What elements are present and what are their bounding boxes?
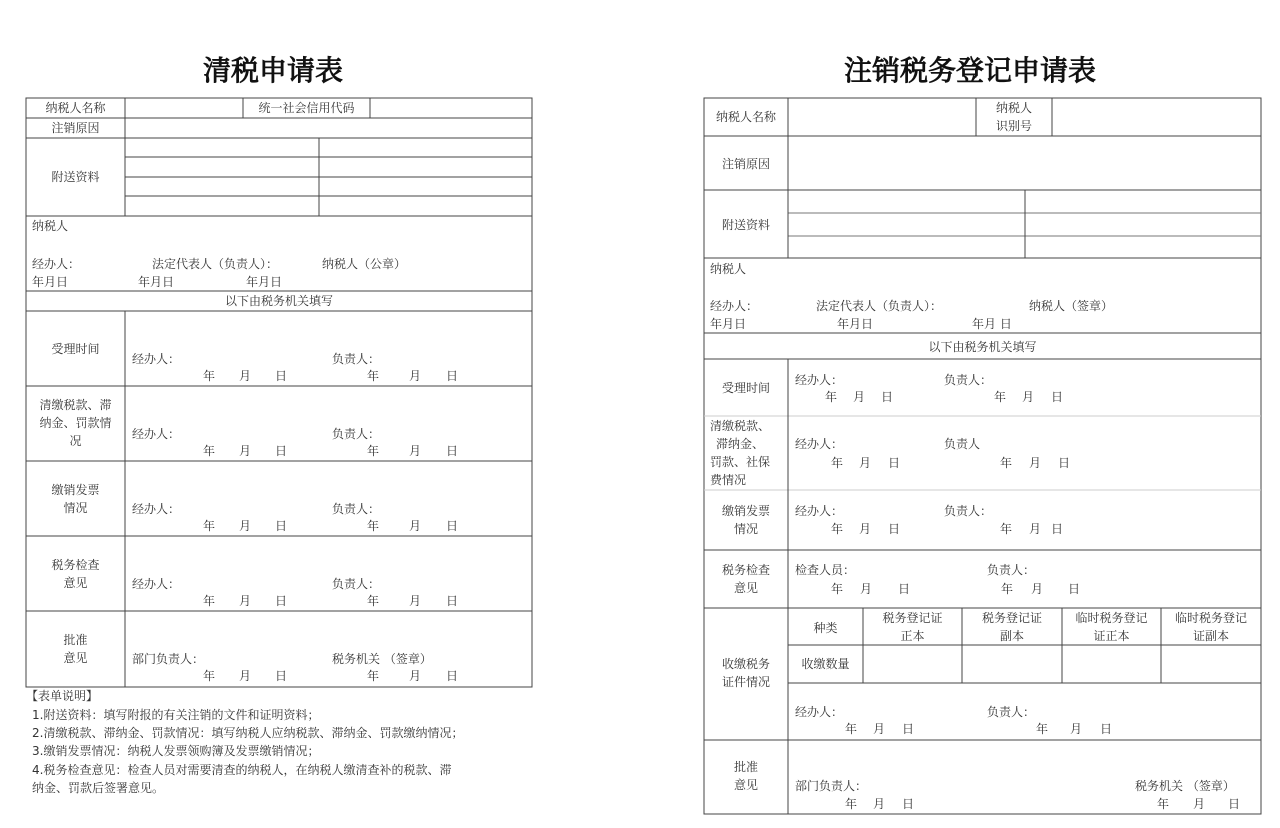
date-year: 年 (845, 797, 858, 811)
date-day: 日 (275, 594, 288, 608)
r-cert-person-label: 负责人： (987, 705, 1036, 719)
invoice-handler-label: 经办人： (132, 502, 181, 516)
note-item: 3.缴销发票情况：纳税人发票领购簿及发票缴销情况； (32, 744, 320, 758)
attachments-label: 附送资料 (51, 170, 100, 184)
r-taxpayer-seal-date: 年月 日 (972, 317, 1012, 331)
legal-rep-date: 年月日 (138, 275, 175, 289)
date-year: 年 (203, 519, 216, 533)
date-month: 月 (859, 456, 872, 470)
r-cert-col4-line1: 临时税务登记 (1174, 611, 1247, 625)
handler-label: 经办人： (32, 257, 81, 271)
date-month: 月 (409, 669, 422, 683)
date-day: 日 (275, 669, 288, 683)
date-year: 年 (994, 390, 1007, 404)
r-taxpayer-id-label-line2: 识别号 (995, 119, 1032, 133)
date-month: 月 (853, 390, 866, 404)
date-year: 年 (1000, 456, 1013, 470)
r-cert-col2-line2: 副本 (999, 629, 1024, 643)
note-item: 2.清缴税款、滞纳金、罚款情况：填写纳税人应纳税款、滞纳金、罚款缴纳情况； (32, 726, 464, 740)
date-year: 年 (1001, 582, 1014, 596)
authority-fill-label: 以下由税务机关填写 (224, 294, 333, 308)
date-day: 日 (1051, 390, 1064, 404)
r-inspection-person-label: 负责人： (987, 563, 1036, 577)
legal-rep-label: 法定代表人（负责人）： (152, 257, 279, 271)
date-day: 日 (1058, 456, 1071, 470)
r-handler-date: 年月日 (710, 317, 747, 331)
inspection-handler-label: 经办人： (132, 577, 181, 591)
r-qty-field-col1[interactable] (864, 646, 961, 682)
r-cert-col2-line1: 税务登记证 (981, 611, 1042, 625)
date-year: 年 (845, 722, 858, 736)
dept-head-label: 部门负责人： (132, 652, 205, 666)
date-year: 年 (367, 594, 380, 608)
clear-tax-label-line3: 况 (69, 434, 82, 448)
date-day: 日 (1051, 522, 1064, 536)
r-cert-col3-line2: 证正本 (1093, 629, 1130, 643)
accept-person-label: 负责人： (332, 352, 381, 366)
r-accept-person-label: 负责人： (944, 373, 993, 387)
date-day: 日 (888, 522, 901, 536)
date-year: 年 (367, 669, 380, 683)
date-year: 年 (203, 594, 216, 608)
clear-tax-label-line1: 清缴税款、滞 (39, 398, 112, 412)
date-year: 年 (831, 456, 844, 470)
date-day: 日 (902, 722, 915, 736)
date-year: 年 (203, 669, 216, 683)
date-year: 年 (831, 522, 844, 536)
r-attachments-label: 附送资料 (721, 218, 770, 232)
date-day: 日 (881, 390, 894, 404)
date-month: 月 (859, 522, 872, 536)
r-approval-label-line1: 批准 (733, 760, 758, 774)
r-taxpayer-id-label-line1: 纳税人 (995, 101, 1032, 115)
date-month: 月 (873, 722, 886, 736)
invoice-label-line2: 情况 (63, 501, 88, 515)
approval-label-line1: 批准 (63, 633, 88, 647)
date-month: 月 (409, 594, 422, 608)
note-item: 1.附送资料：填写附报的有关注销的文件和证明资料； (32, 708, 320, 722)
r-certificates-label-line1: 收缴税务 (721, 657, 770, 671)
date-day: 日 (275, 444, 288, 458)
r-approval-label-line2: 意见 (733, 778, 758, 792)
date-day: 日 (888, 456, 901, 470)
r-legal-rep-label: 法定代表人（负责人）： (816, 299, 943, 313)
date-month: 月 (1031, 582, 1044, 596)
date-month: 月 (1029, 456, 1042, 470)
taxpayer-seal-label: 纳税人（公章） (322, 257, 407, 271)
accept-time-label: 受理时间 (51, 342, 100, 356)
date-year: 年 (831, 582, 844, 596)
date-year: 年 (367, 369, 380, 383)
approval-label-line2: 意见 (63, 651, 88, 665)
r-qty-field-col2[interactable] (963, 646, 1061, 682)
left-form-title: 清税申请表 (203, 54, 344, 87)
r-tax-authority-seal-label: 税务机关 （签章） (1135, 779, 1235, 793)
date-month: 月 (239, 669, 252, 683)
clear-tax-handler-label: 经办人： (132, 427, 181, 441)
r-cert-col3-line1: 临时税务登记 (1075, 611, 1148, 625)
date-month: 月 (409, 369, 422, 383)
date-month: 月 (1070, 722, 1083, 736)
r-qty-field-col3[interactable] (1063, 646, 1160, 682)
date-year: 年 (825, 390, 838, 404)
r-invoice-label-line2: 情况 (733, 522, 758, 536)
r-authority-fill-label: 以下由税务机关填写 (928, 340, 1037, 354)
date-day: 日 (446, 519, 459, 533)
date-month: 月 (873, 797, 886, 811)
r-cancel-reason-field[interactable] (789, 137, 1260, 190)
r-accept-handler-label: 经办人： (795, 373, 844, 387)
inspection-label-line2: 意见 (63, 576, 88, 590)
date-year: 年 (203, 369, 216, 383)
r-invoice-handler-label: 经办人： (795, 504, 844, 518)
accept-handler-label: 经办人： (132, 352, 181, 366)
date-year: 年 (1036, 722, 1049, 736)
note-item: 4.税务检查意见：检查人员对需要清查的纳税人，在纳税人缴清查补的税款、滞 (32, 763, 452, 777)
inspection-person-label: 负责人： (332, 577, 381, 591)
r-invoice-person-label: 负责人： (944, 504, 993, 518)
date-month: 月 (239, 369, 252, 383)
date-month: 月 (239, 594, 252, 608)
cancel-reason-label: 注销原因 (51, 121, 100, 135)
right-form-title: 注销税务登记申请表 (844, 54, 1097, 87)
r-collected-qty-label: 收缴数量 (801, 657, 850, 671)
inspection-label-line1: 税务检查 (51, 558, 100, 572)
clear-tax-person-label: 负责人： (332, 427, 381, 441)
date-day: 日 (446, 444, 459, 458)
date-month: 月 (1022, 390, 1035, 404)
invoice-person-label: 负责人： (332, 502, 381, 516)
invoice-label-line1: 缴销发票 (51, 483, 100, 497)
r-certificates-label-line2: 证件情况 (721, 675, 770, 689)
date-month: 月 (1193, 797, 1206, 811)
credit-code-label: 统一社会信用代码 (258, 101, 355, 115)
r-cert-col1-line2: 正本 (900, 629, 925, 643)
r-handler-label: 经办人： (710, 299, 759, 313)
date-day: 日 (1100, 722, 1113, 736)
date-day: 日 (898, 582, 911, 596)
r-cancel-reason-label: 注销原因 (721, 157, 770, 171)
taxpayer-seal-date: 年月日 (246, 275, 283, 289)
r-clear-tax-label-line2: 滞纳金、 (716, 437, 765, 451)
date-day: 日 (275, 369, 288, 383)
date-month: 月 (409, 444, 422, 458)
date-year: 年 (1157, 797, 1170, 811)
date-day: 日 (446, 369, 459, 383)
date-month: 月 (1029, 522, 1042, 536)
r-clear-tax-person-label: 负责人 (944, 437, 981, 451)
r-cert-col1-line1: 税务登记证 (882, 611, 943, 625)
r-qty-field-col4[interactable] (1162, 646, 1260, 682)
r-taxpayer-label: 纳税人 (710, 262, 747, 276)
date-year: 年 (203, 444, 216, 458)
r-invoice-label-line1: 缴销发票 (721, 504, 770, 518)
r-cert-col4-line2: 证副本 (1192, 629, 1229, 643)
date-month: 月 (239, 444, 252, 458)
date-year: 年 (1000, 522, 1013, 536)
date-month: 月 (860, 582, 873, 596)
r-dept-head-label: 部门负责人： (795, 779, 868, 793)
r-clear-tax-handler-label: 经办人： (795, 437, 844, 451)
date-day: 日 (1068, 582, 1081, 596)
r-legal-rep-date: 年月日 (837, 317, 874, 331)
handler-date: 年月日 (32, 275, 69, 289)
notes-heading: 【表单说明】 (26, 689, 99, 703)
r-taxpayer-name-field[interactable] (789, 99, 975, 136)
date-day: 日 (446, 669, 459, 683)
r-inspector-label: 检查人员： (795, 563, 856, 577)
date-day: 日 (1228, 797, 1241, 811)
date-day: 日 (902, 797, 915, 811)
date-month: 月 (409, 519, 422, 533)
r-taxpayer-name-label: 纳税人名称 (715, 110, 776, 124)
r-inspection-label-line2: 意见 (733, 581, 758, 595)
tax-authority-seal-label: 税务机关 （签章） (332, 652, 432, 666)
date-day: 日 (275, 519, 288, 533)
r-inspection-label-line1: 税务检查 (721, 563, 770, 577)
r-taxpayer-seal-label: 纳税人（签章） (1029, 299, 1114, 313)
clear-tax-label-line2: 纳金、罚款情 (39, 416, 112, 430)
r-accept-time-label: 受理时间 (721, 381, 770, 395)
date-month: 月 (239, 519, 252, 533)
date-year: 年 (367, 519, 380, 533)
note-item: 纳金、罚款后签署意见。 (32, 781, 165, 795)
taxpayer-label: 纳税人 (32, 219, 69, 233)
date-year: 年 (367, 444, 380, 458)
taxpayer-name-label: 纳税人名称 (45, 101, 106, 115)
r-cert-handler-label: 经办人： (795, 705, 844, 719)
r-clear-tax-label-line1: 清缴税款、 (710, 419, 771, 433)
r-kind-label: 种类 (813, 621, 838, 635)
r-clear-tax-label-line4: 费情况 (710, 473, 747, 487)
r-taxpayer-id-field[interactable] (1053, 99, 1260, 136)
r-clear-tax-label-line3: 罚款、社保 (710, 455, 771, 469)
date-day: 日 (446, 594, 459, 608)
